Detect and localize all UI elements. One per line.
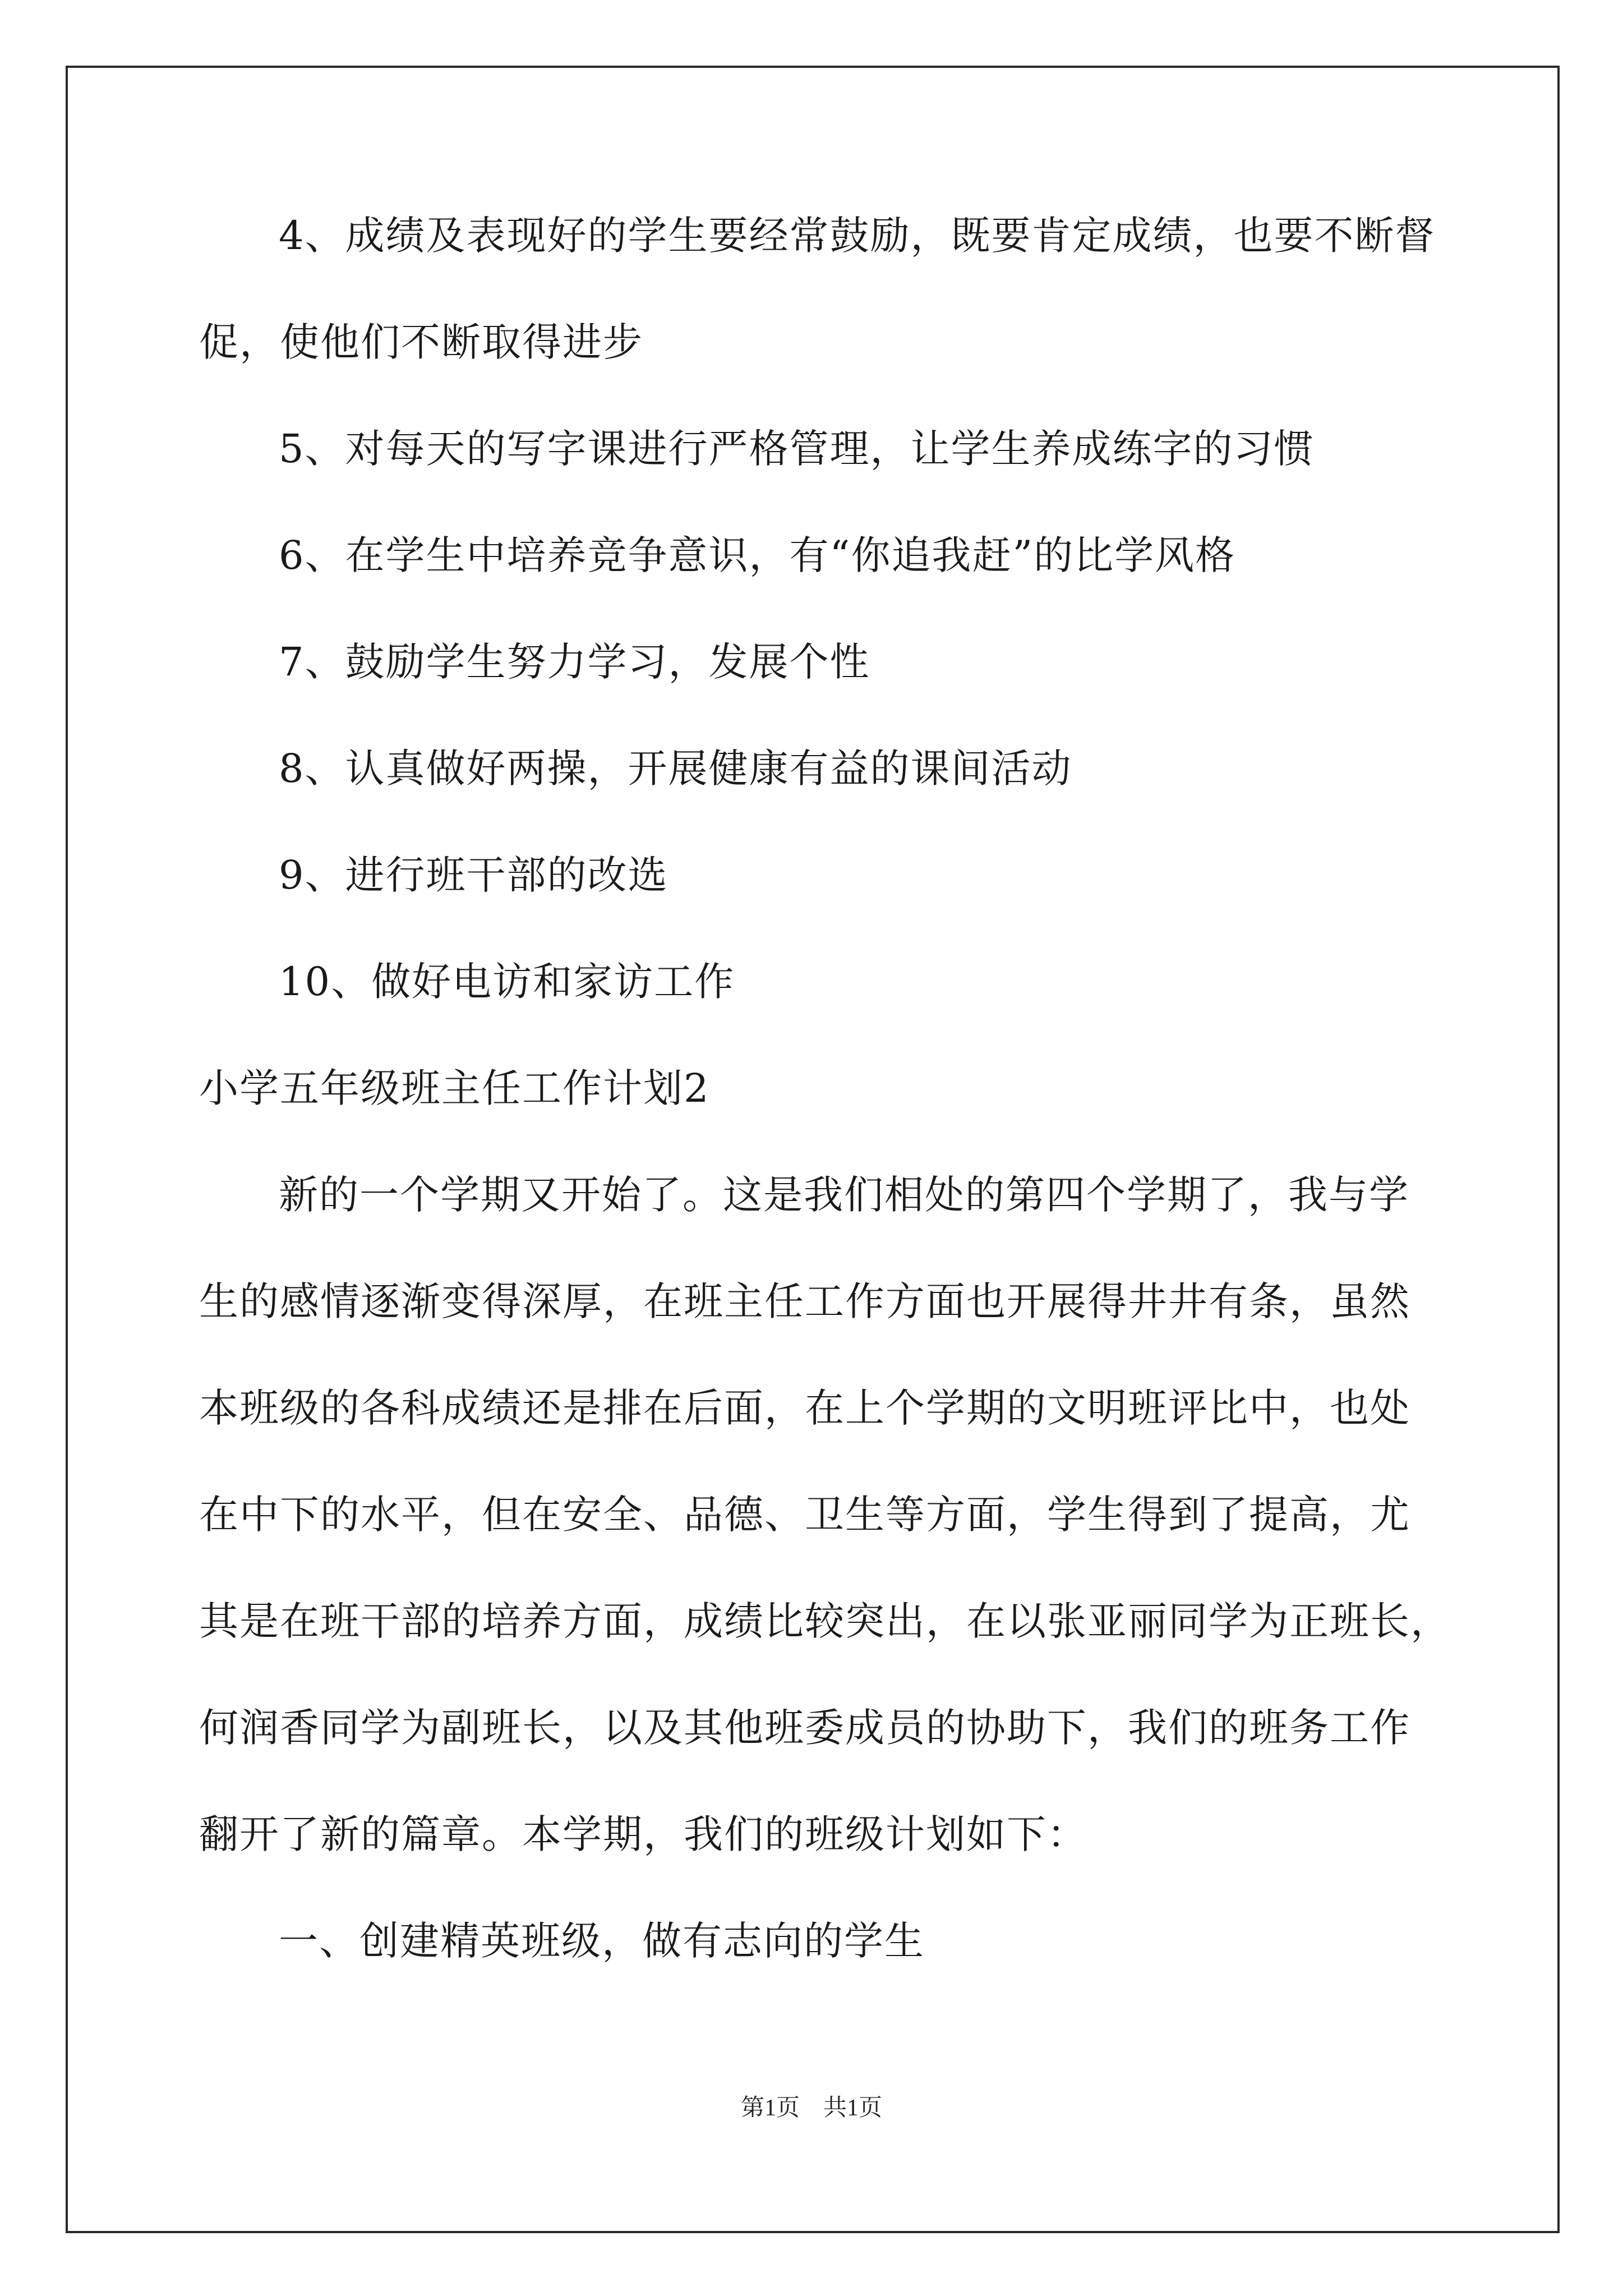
paragraph-line: 其是在班干部的培养方面，成绩比较突出，在以张亚丽同学为正班长， <box>199 1598 1451 1644</box>
paragraph-line: 何润香同学为副班长，以及其他班委成员的协助下，我们的班务工作 <box>199 1705 1410 1751</box>
page-number-footer: 第1页 共1页 <box>740 2095 882 2121</box>
paragraph-line: 促，使他们不断取得进步 <box>199 319 643 365</box>
paragraph-line: 8、认真做好两操，开展健康有益的课间活动 <box>279 746 1072 792</box>
paragraph-line: 生的感情逐渐变得深厚，在班主任工作方面也开展得井井有条，虽然 <box>199 1278 1410 1324</box>
paragraph-line: 在中下的水平，但在安全、品德、卫生等方面，学生得到了提高，尤 <box>199 1492 1410 1538</box>
paragraph-line: 5、对每天的写字课进行严格管理，让学生养成练字的习惯 <box>279 426 1315 472</box>
paragraph-line: 6、在学生中培养竞争意识，有“你追我赶”的比学风格 <box>279 532 1236 578</box>
paragraph-line: 新的一个学期又开始了。这是我们相处的第四个学期了，我与学 <box>279 1172 1409 1218</box>
section-heading: 小学五年级班主任工作计划2 <box>199 1065 710 1111</box>
paragraph-line: 9、进行班干部的改选 <box>279 852 668 898</box>
paragraph-line: 本班级的各科成绩还是排在后面，在上个学期的文明班评比中，也处 <box>199 1385 1410 1431</box>
paragraph-line: 一、创建精英班级，做有志向的学生 <box>279 1918 925 1964</box>
paragraph-line: 4、成绩及表现好的学生要经常鼓励，既要肯定成绩，也要不断督 <box>279 213 1436 259</box>
paragraph-line: 10、做好电访和家访工作 <box>279 959 735 1005</box>
paragraph-line: 翻开了新的篇章。本学期，我们的班级计划如下： <box>199 1811 1087 1857</box>
page-border <box>66 66 1560 2233</box>
paragraph-line: 7、鼓励学生努力学习，发展个性 <box>279 639 870 685</box>
